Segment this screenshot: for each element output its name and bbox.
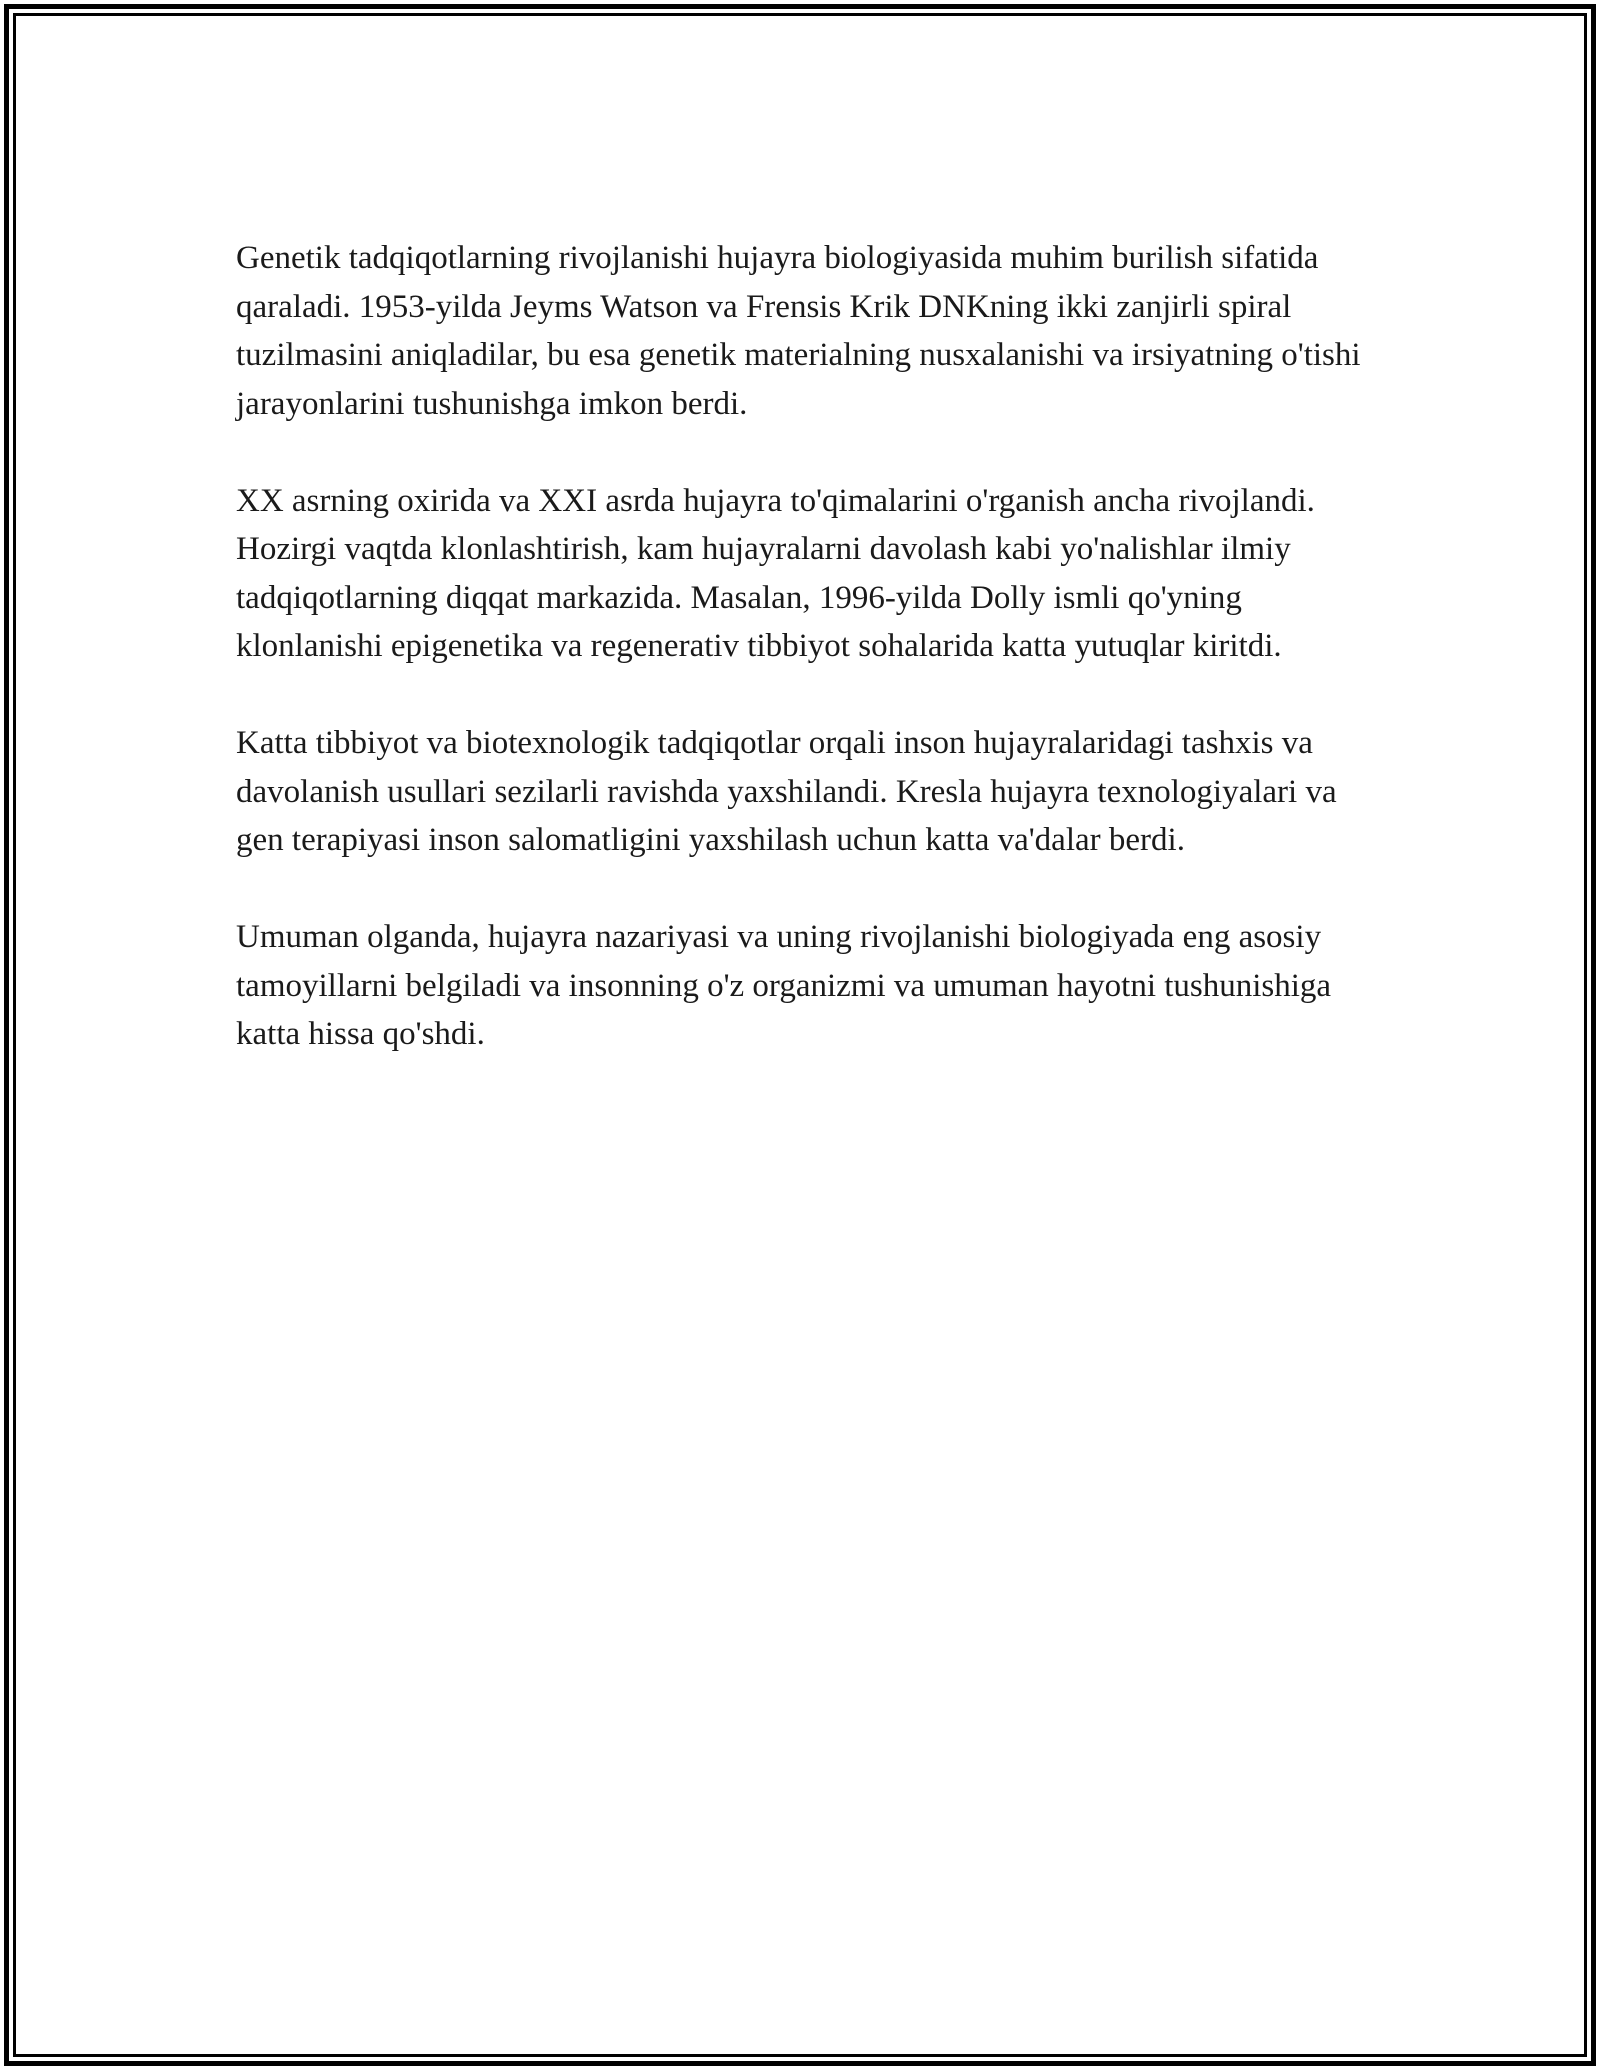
- paragraph-3: Katta tibbiyot va biotexnologik tadqiqotlar orqali inson hujayralaridagi tashxis va davolanish usullari sezilarli ravishda yaxshilandi. Kresla hujayra texnologiyalari va gen terapiyasi inson salomatligini yaxshilash uchun katta va'dalar berdi.: [236, 725, 1337, 858]
- paragraph-2: XX asrning oxirida va XXI asrda hujayra to'qimalarini o'rganish ancha rivojlandi. Hozirgi vaqtda klonlashtirish, kam hujayralarni davolash kabi yo'nalishlar ilmiy tadqiqotlarning diqqat markazida. Masalan, 1996-yilda Dolly ismli qo'yning klonlanishi epigenetika va regenerativ tibbiyot sohalarida katta yutuqlar kiritdi.: [236, 482, 1315, 664]
- paragraph-1: Genetik tadqiqotlarning rivojlanishi hujayra biologiyasida muhim burilish sifatida qaraladi. 1953-yilda Jeyms Watson va Frensis Krik DNKning ikki zanjirli spiral tuzilmasini aniqladilar, bu esa genetik materialning nusxalanishi va irsiyatning o'tishi jarayonlarini tushunishga imkon berdi.: [236, 240, 1361, 422]
- paragraph-4: Umuman olganda, hujayra nazariyasi va uning rivojlanishi biologiyada eng asosiy tamoyillarni belgiladi va insonning o'z organizmi va umuman hayotni tushunishiga katta hissa qo'shdi.: [236, 919, 1332, 1052]
- document-body: [236, 234, 1366, 1107]
